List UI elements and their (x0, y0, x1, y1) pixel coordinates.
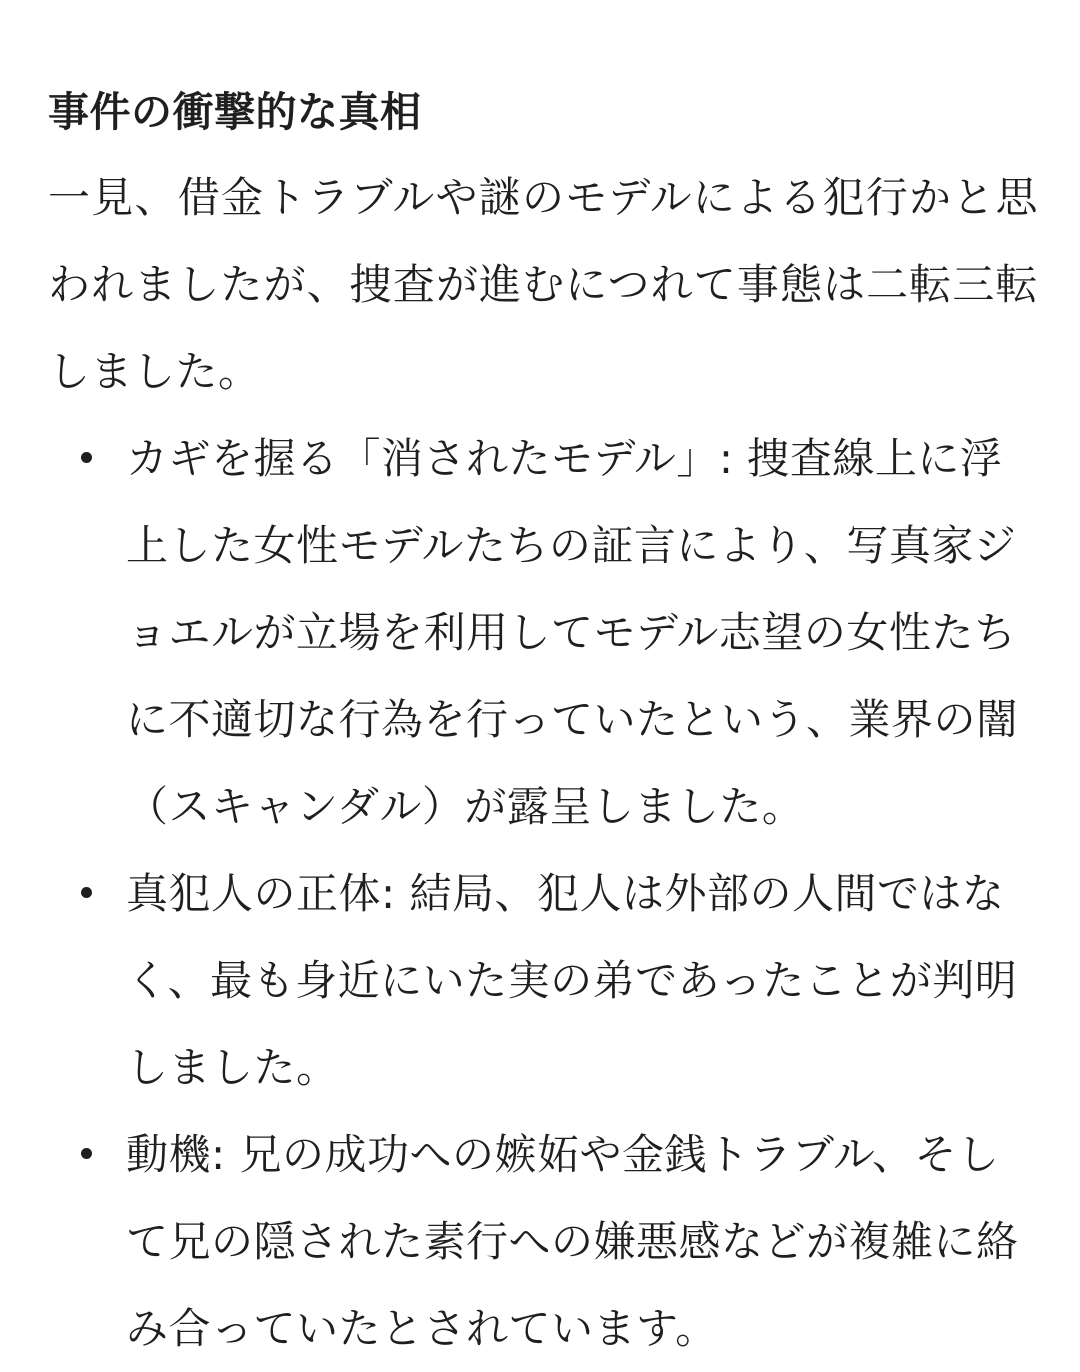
bullet-label: 真犯人の正体 (126, 869, 382, 918)
bullet-separator: : (381, 869, 410, 918)
bullet-separator: : (211, 1130, 240, 1179)
bullet-label: 動機 (126, 1130, 212, 1179)
bullet-icon (81, 452, 92, 463)
bullet-separator: : (718, 434, 748, 483)
bullet-icon (81, 1148, 92, 1159)
section-heading: 事件の衝撃的な真相 (48, 88, 422, 136)
bullet-list (48, 415, 1038, 1372)
bullet-text: 兄の成功への嫉妬や金銭トラブル、そして兄の隠された素行への嫌悪感などが複雑に絡み合っていたとされています。 (126, 1130, 1019, 1353)
intro-paragraph: 一見、借金トラブルや謎のモデルによる犯行かと思われましたが、捜査が進むにつれて事態は二転三転しました。 (48, 173, 1038, 396)
bullet-text: 捜査線上に浮上した女性モデルたちの証言により、写真家ジョエルが立場を利用してモデル志望の女性たちに不適切な行為を行っていたという、業界の闇（スキャンダル）が露呈しました。 (126, 434, 1019, 831)
bullet-text: 結局、犯人は外部の人間ではなく、最も身近にいた実の弟であったことが判明しました。 (126, 869, 1018, 1092)
bullet-icon (81, 887, 92, 898)
list-item (48, 850, 1026, 1111)
list-item (48, 1111, 1026, 1372)
list-item (48, 415, 1026, 850)
bullet-label: カギを握る「消されたモデル」 (126, 434, 719, 483)
article-section (48, 70, 1038, 1372)
